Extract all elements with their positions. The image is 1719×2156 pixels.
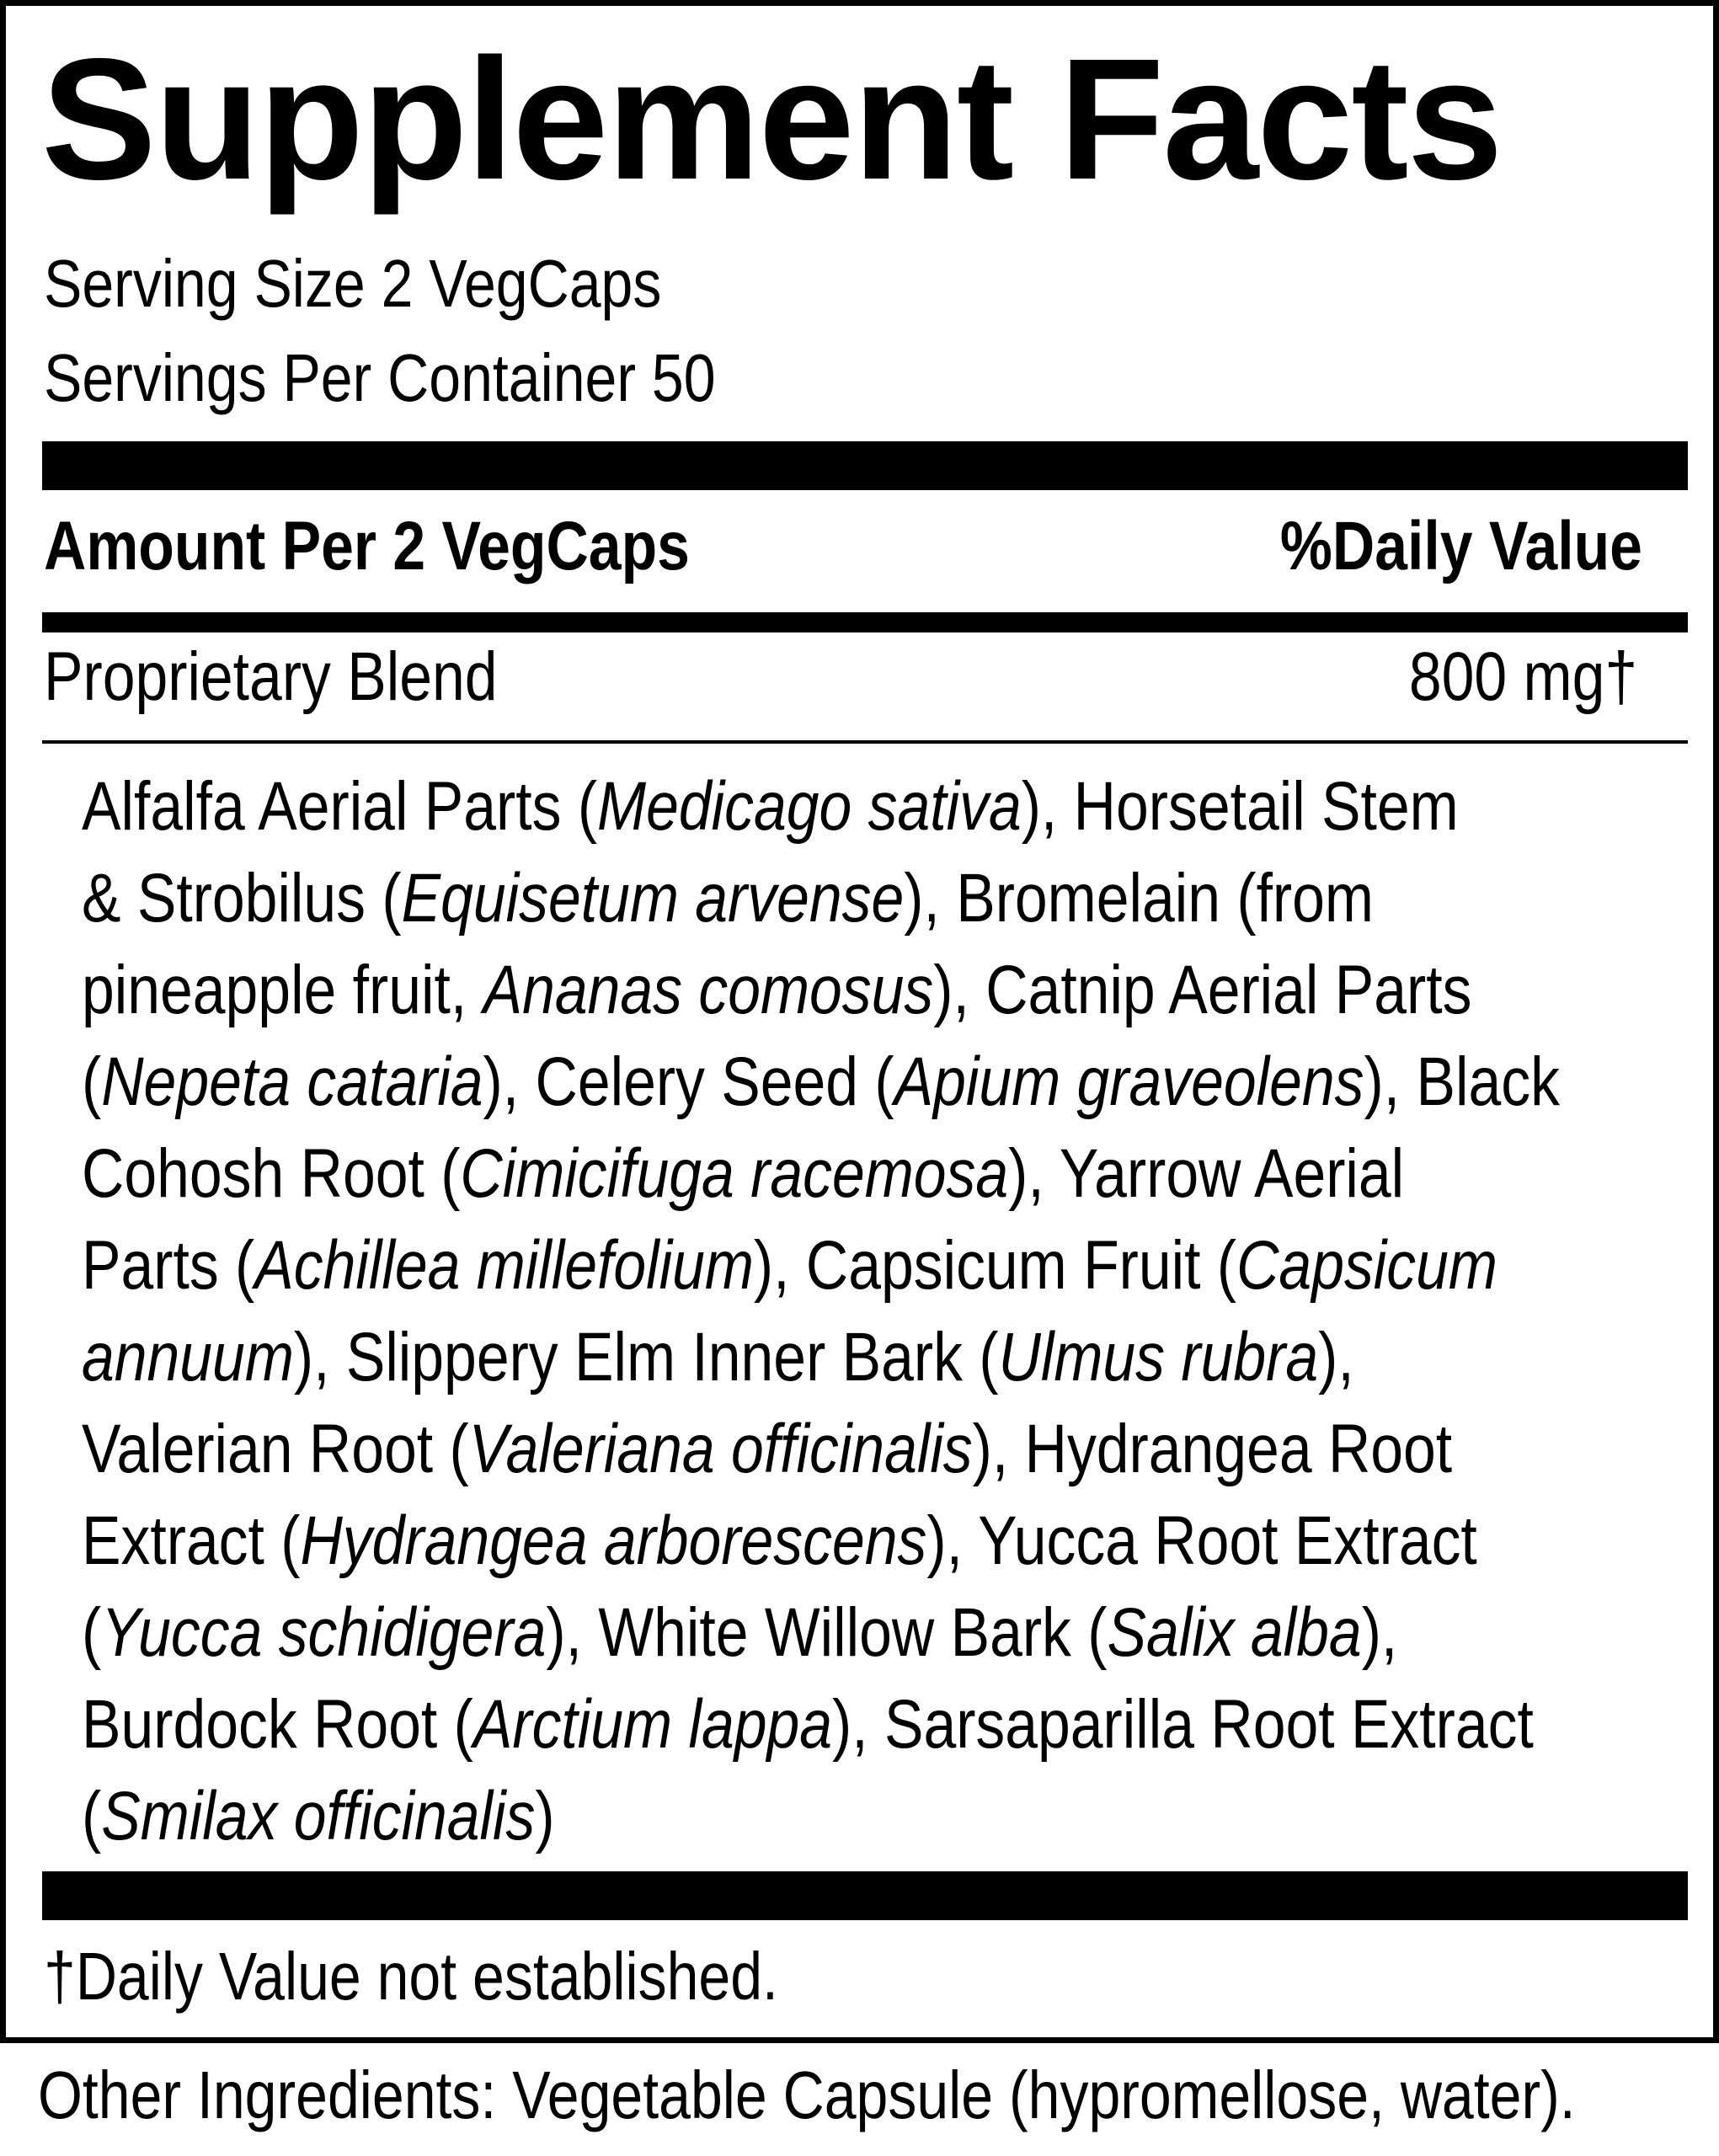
ingredient-text: ), Bromelain (from bbox=[904, 860, 1374, 937]
amount-per-serving-header: Amount Per 2 VegCaps bbox=[44, 508, 690, 584]
ingredient-line bbox=[82, 1770, 1471, 1862]
botanical-name: Capsicum bbox=[1236, 1227, 1497, 1304]
ingredient-text: Burdock Root ( bbox=[82, 1686, 473, 1763]
botanical-name: Cimicifuga racemosa bbox=[460, 1135, 1009, 1212]
thin-divider bbox=[42, 740, 1688, 744]
botanical-name: Smilax officinalis bbox=[101, 1778, 536, 1854]
ingredient-text: ), Hydrangea Root bbox=[972, 1411, 1453, 1487]
blend-name: Proprietary Blend bbox=[44, 638, 498, 715]
ingredient-line bbox=[82, 1495, 1477, 1587]
ingredient-line bbox=[82, 1587, 1471, 1678]
blend-amount: 800 mg† bbox=[1408, 638, 1637, 715]
ingredient-text: Extract ( bbox=[82, 1502, 301, 1579]
botanical-name: Ananas comosus bbox=[483, 952, 934, 1028]
ingredient-text: ), Catnip Aerial Parts bbox=[933, 952, 1472, 1028]
botanical-name: Valeriana officinalis bbox=[468, 1411, 973, 1487]
ingredient-text: ), Horsetail Stem bbox=[1021, 768, 1459, 845]
botanical-name: Nepeta cataria bbox=[101, 1043, 483, 1120]
ingredient-text: ( bbox=[82, 1594, 102, 1671]
ingredient-text: & Strobilus ( bbox=[82, 860, 402, 937]
ingredient-text: pineapple fruit, bbox=[82, 952, 483, 1028]
botanical-name: Equisetum arvense bbox=[401, 860, 905, 937]
serving-size: Serving Size 2 VegCaps bbox=[44, 246, 662, 321]
ingredient-line bbox=[82, 1678, 1534, 1770]
thick-divider-top bbox=[42, 441, 1688, 490]
ingredient-line bbox=[82, 944, 1471, 1036]
ingredient-line bbox=[82, 1219, 1497, 1311]
ingredient-text: Alfalfa Aerial Parts ( bbox=[82, 768, 598, 845]
medium-divider bbox=[42, 612, 1688, 632]
botanical-name: Hydrangea arborescens bbox=[300, 1502, 927, 1579]
ingredient-line bbox=[82, 1403, 1471, 1495]
botanical-name: Achillea millefolium bbox=[254, 1227, 754, 1304]
blend-ingredient-list bbox=[82, 760, 1560, 1862]
botanical-name: Ulmus rubra bbox=[998, 1319, 1319, 1396]
ingredient-line bbox=[82, 1036, 1560, 1128]
ingredient-text: Valerian Root ( bbox=[82, 1411, 469, 1487]
ingredient-text: ), Capsicum Fruit ( bbox=[753, 1227, 1237, 1304]
ingredient-line bbox=[82, 1128, 1471, 1219]
botanical-name: Arctium lappa bbox=[472, 1686, 833, 1763]
ingredient-text: ), bbox=[1361, 1594, 1398, 1671]
ingredient-text: Cohosh Root ( bbox=[82, 1135, 461, 1212]
daily-value-header: %Daily Value bbox=[1279, 508, 1642, 584]
ingredient-text: ), Yarrow Aerial bbox=[1008, 1135, 1405, 1212]
botanical-name: Apium graveolens bbox=[894, 1043, 1364, 1120]
thick-divider-bottom bbox=[42, 1871, 1688, 1920]
ingredient-text: ), Yucca Root Extract bbox=[926, 1502, 1477, 1579]
servings-per-container: Servings Per Container 50 bbox=[44, 340, 716, 415]
ingredient-text: ) bbox=[535, 1778, 555, 1854]
ingredient-line bbox=[82, 852, 1471, 944]
daily-value-footnote: †Daily Value not established. bbox=[44, 1939, 778, 2014]
botanical-name: Medicago sativa bbox=[597, 768, 1022, 845]
ingredient-text: ), Celery Seed ( bbox=[483, 1043, 894, 1120]
ingredient-text: ( bbox=[82, 1043, 102, 1120]
ingredient-text: ), White Willow Bark ( bbox=[546, 1594, 1108, 1671]
other-ingredients: Other Ingredients: Vegetable Capsule (hypromellose, water). bbox=[38, 2057, 1576, 2132]
ingredient-text: Parts ( bbox=[82, 1227, 255, 1304]
botanical-name: Yucca schidigera bbox=[101, 1594, 547, 1671]
ingredient-text: ), Sarsaparilla Root Extract bbox=[832, 1686, 1534, 1763]
ingredient-line bbox=[82, 1311, 1471, 1403]
panel-title: Supplement Facts bbox=[41, 23, 1502, 216]
ingredient-text: ), Slippery Elm Inner Bark ( bbox=[293, 1319, 999, 1396]
botanical-name: Salix alba bbox=[1107, 1594, 1362, 1671]
botanical-name: annuum bbox=[82, 1319, 294, 1396]
ingredient-line bbox=[82, 760, 1471, 852]
ingredient-text: ( bbox=[82, 1778, 102, 1854]
ingredient-text: ), Black bbox=[1364, 1043, 1560, 1120]
ingredient-text: ), bbox=[1318, 1319, 1354, 1396]
